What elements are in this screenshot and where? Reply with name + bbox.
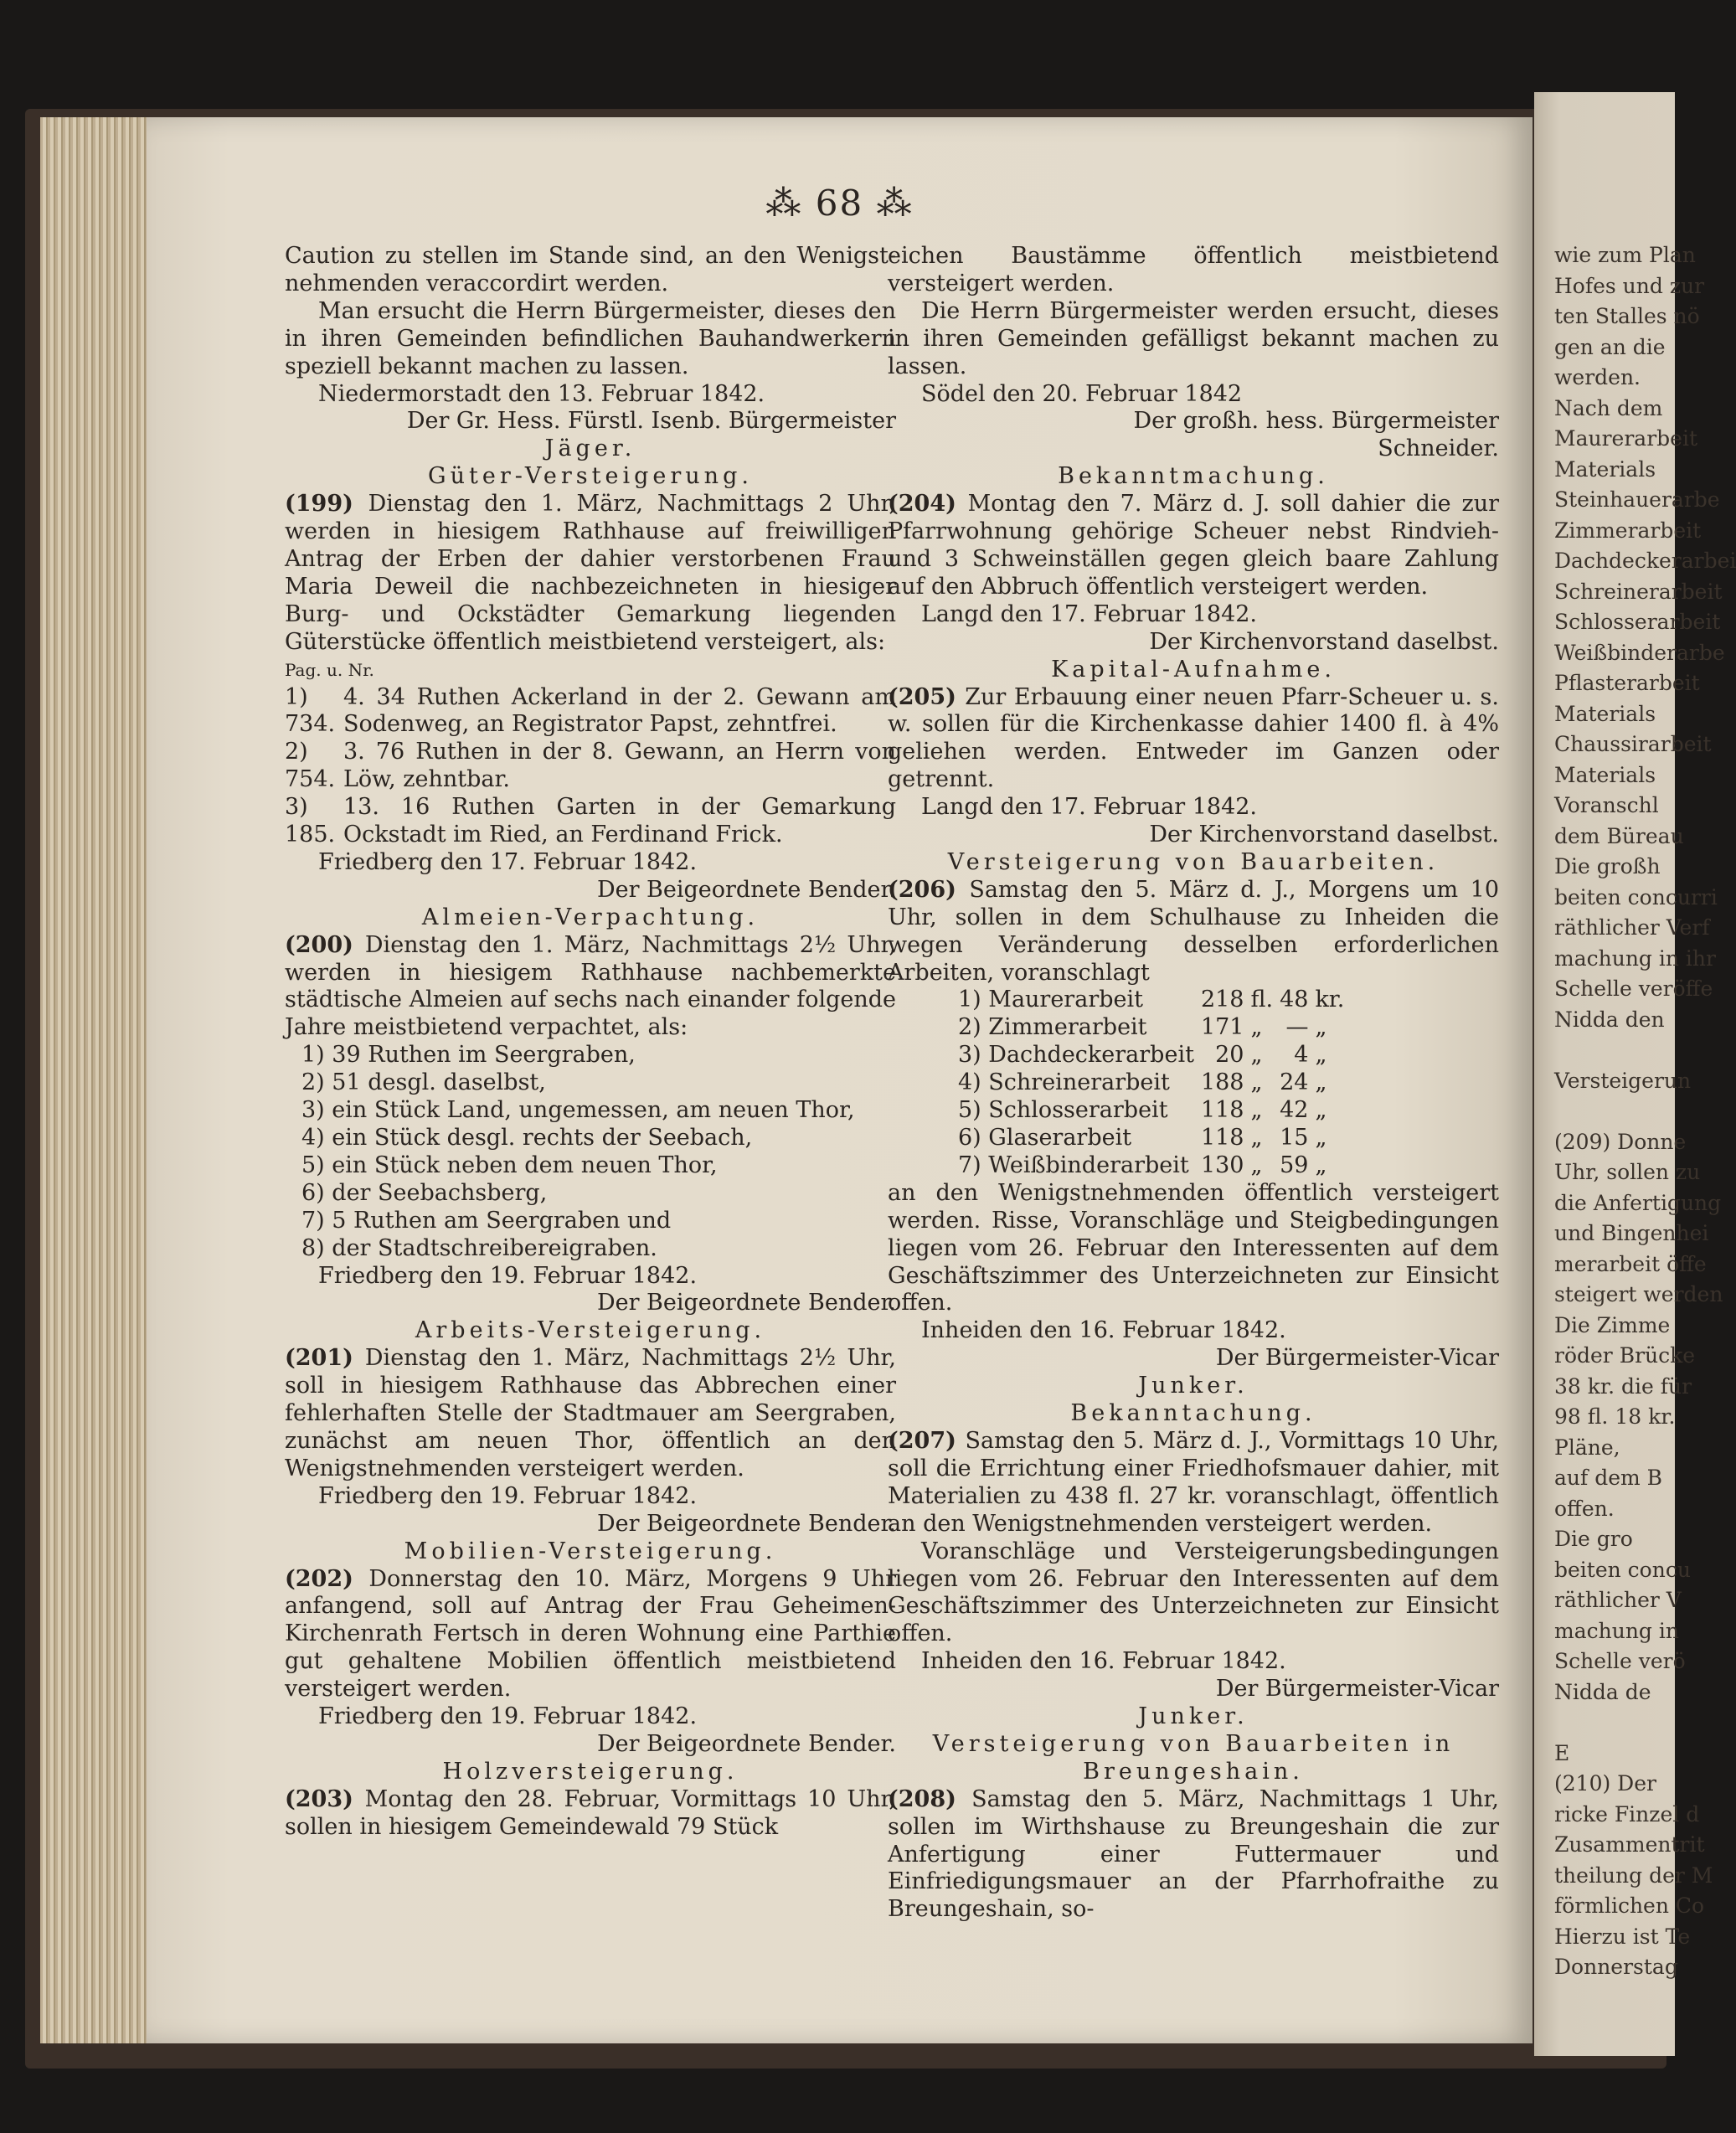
list-item — [285, 1125, 896, 1152]
table-cell-label: 4) Schreinerarbeit — [958, 1069, 1170, 1096]
signature — [285, 877, 896, 904]
facing-page-line: Die gro — [1554, 1527, 1633, 1551]
paragraph-text: Friedberg den 19. Februar 1842. — [318, 1482, 698, 1509]
table-cell-kr_unit: „ — [1315, 1097, 1327, 1124]
section-title — [888, 657, 1499, 684]
list-item — [285, 1069, 896, 1097]
paragraph-text: Der Beigeordnete Bender. — [596, 1510, 896, 1537]
page-edges — [40, 117, 149, 2043]
list-item — [285, 1097, 896, 1125]
column-caption — [285, 657, 896, 684]
facing-page-line: Nidda den — [1554, 1007, 1665, 1032]
paragraph-text: Jäger. — [544, 435, 636, 462]
list-item — [285, 794, 896, 849]
list-item — [285, 684, 896, 739]
signature — [285, 1290, 896, 1317]
right-column — [888, 243, 1499, 1924]
text-paragraph — [888, 684, 1499, 795]
paragraph-text: Dienstag den 1. März, Nachmittags 2 Uhr, werden in hiesigem Rathhause auf freiwilligen Antrag der Erben der dahier verstorbenen Frau Maria Deweil die nachbezeichneten in hiesiger Burg- und Ockstädter Gemarkung liegenden Güterstücke öffentlich meistbietend versteigert, als: — [285, 491, 897, 655]
facing-page-line: 98 fl. 18 kr. — [1554, 1404, 1676, 1429]
facing-page-line: E — [1554, 1740, 1570, 1765]
table-cell-fl_unit: „ — [1250, 1014, 1263, 1041]
facing-page-line: 38 kr. die für — [1554, 1373, 1692, 1399]
list-item — [285, 739, 896, 794]
table-cell-fl: 20 — [1215, 1042, 1244, 1069]
paragraph-text: Bekanntmachung. — [1058, 463, 1329, 490]
facing-page-fragment — [1534, 92, 1736, 2056]
entry-number: (200) — [285, 931, 365, 958]
table-cell-kr: 59 — [1280, 1152, 1309, 1178]
facing-page-line: beiten concu — [1554, 1557, 1691, 1582]
signature — [285, 1731, 896, 1759]
list-item — [285, 1042, 896, 1069]
table-cell-fl: 171 — [1200, 1014, 1244, 1041]
entry-number: (206) — [888, 876, 970, 903]
facing-page-line: Schelle veröffe — [1554, 976, 1713, 1001]
paragraph-text: Friedberg den 19. Februar 1842. — [318, 1262, 698, 1289]
list-item — [285, 1152, 896, 1180]
facing-page-line: machung in — [1554, 1618, 1679, 1643]
facing-page-line: Uhr, sollen zu — [1554, 1160, 1701, 1184]
item-number: 2) 754. — [285, 739, 336, 793]
paragraph-text: Caution zu stellen im Stande sind, an den Wenigst-nehmenden veraccordirt werden. — [285, 243, 896, 296]
paragraph-text: Niedermorstadt den 13. Februar 1842. — [318, 380, 765, 407]
paragraph-text: Der Beigeordnete Bender. — [596, 1290, 896, 1316]
section-title — [888, 463, 1499, 491]
paragraph-text: 8) der Stadtschreibereigraben. — [301, 1234, 657, 1261]
table-cell-label: 5) Schlosserarbeit — [958, 1097, 1168, 1124]
signature — [285, 1511, 896, 1538]
facing-page-line: werden. — [1554, 365, 1641, 389]
paragraph-text: Samstag den 5. März, Nachmittags 1 Uhr, sollen im Wirthshause zu Breungeshain die zur Anfertigung einer Futtermauer und Einfriedigungsmauer an der Pfarrhofraithe zu Breungeshain, so- — [888, 1785, 1499, 1923]
facing-page-line: Zimmerarbeit — [1554, 518, 1702, 543]
paragraph-text: 1) 39 Ruthen im Seergraben, — [301, 1042, 636, 1069]
text-paragraph — [888, 1786, 1499, 1924]
paragraph-text: Der Kirchenvorstand daselbst. — [1149, 628, 1499, 655]
table-cell-kr: 4 — [1294, 1042, 1309, 1069]
table-cell-fl_unit: „ — [1250, 1069, 1263, 1096]
facing-page-line: Materials — [1554, 762, 1656, 787]
signature — [285, 408, 896, 435]
table-cell-kr: 48 — [1280, 987, 1309, 1013]
place-date — [888, 1648, 1499, 1676]
paragraph-text: Donnerstag den 10. März, Morgens 9 Uhr anfangend, soll auf Antrag der Frau Geheimen-Kirchenrath Fertsch in deren Wohnung eine Parthie gut gehaltene Mobilien öffentlich meistbietend versteigert werden. — [285, 1565, 896, 1703]
facing-page-line: Maurerarbeit — [1554, 426, 1697, 451]
facing-page-line: Voranschl — [1554, 793, 1659, 817]
place-date — [285, 381, 896, 409]
text-paragraph — [888, 1180, 1499, 1318]
table-cell-fl_unit: „ — [1250, 1125, 1263, 1151]
facing-page-line: (209) Donne — [1554, 1129, 1687, 1154]
left-column — [285, 243, 896, 1842]
table-row — [955, 1014, 1347, 1042]
list-item — [285, 1180, 896, 1208]
place-date — [285, 1483, 896, 1511]
facing-page-line: förmlichen Co — [1554, 1893, 1705, 1918]
table-row — [955, 1125, 1347, 1152]
text-paragraph — [888, 491, 1499, 601]
facing-page-line: Pläne, — [1554, 1435, 1620, 1460]
entry-number: (199) — [285, 491, 368, 518]
signature-name — [285, 435, 896, 463]
text-paragraph — [888, 877, 1499, 987]
table-cell-fl: 118 — [1200, 1097, 1244, 1124]
paragraph-text: Dienstag den 1. März, Nachmittags 2½ Uhr, werden in hiesigem Rathhause nachbemerkte städtische Almeien auf sechs nach einander folgende Jahre meistbietend verpachtet, als: — [285, 931, 896, 1041]
place-date — [285, 1703, 896, 1731]
paragraph-text: Arbeits-Versteigerung. — [415, 1317, 766, 1344]
paragraph-text: Holzversteigerung. — [442, 1758, 739, 1785]
facing-page-line: Nidda de — [1554, 1679, 1651, 1704]
section-title — [285, 463, 896, 491]
text-paragraph — [888, 243, 1499, 298]
ornament-right-icon: ⁂ — [863, 183, 914, 224]
section-title — [285, 1538, 896, 1566]
signature-name — [888, 1373, 1499, 1400]
facing-page-line: steigert werden — [1554, 1282, 1723, 1306]
cost-table — [955, 987, 1347, 1179]
paragraph-text: eichen Baustämme öffentlich meistbietend versteigert werden. — [888, 243, 1499, 296]
table-cell-label: 7) Weißbinderarbeit — [958, 1152, 1189, 1178]
paragraph-text: Zur Erbauung einer neuen Pfarr-Scheuer u. s. w. sollen für die Kirchenkasse dahier 1400 fl. à 4% geliehen werden. Entweder im Ganzen oder getrennt. — [888, 683, 1499, 793]
facing-page-line: auf dem B — [1554, 1466, 1663, 1490]
table-cell-fl: 130 — [1200, 1152, 1244, 1178]
ornament-left-icon: ⁂ — [765, 183, 816, 224]
paragraph-text: Langd den 17. Februar 1842. — [921, 794, 1258, 821]
paragraph-text: 4) ein Stück desgl. rechts der Seebach, — [301, 1125, 753, 1151]
paragraph-text: an den Wenigstnehmenden öffentlich versteigert werden. Risse, Voranschläge und Steigbedingungen liegen vom 26. Februar den Interessenten auf dem Geschäftszimmer des Unterzeichneten zur Einsicht offen. — [888, 1179, 1499, 1316]
page-header — [147, 183, 1533, 224]
paragraph-text: Voranschläge und Versteigerungsbedingungen liegen vom 26. Februar den Interessenten auf dem Geschäftszimmer des Unterzeichneten zur Einsicht offen. — [888, 1538, 1499, 1647]
place-date — [285, 1263, 896, 1291]
entry-number: (203) — [285, 1785, 365, 1812]
paragraph-text: Man ersucht die Herrn Bürgermeister, dieses den in ihren Gemeinden befindlichen Bauhandwerkern speziell bekannt machen zu lassen. — [285, 297, 896, 379]
paragraph-text: Dienstag den 1. März, Nachmittags 2½ Uhr, soll in hiesigem Rathhause das Abbrechen einer fehlerhaften Stelle der Stadtmauer am Seergraben, zunächst am neuen Thor, öffentlich an den Wenigstnehmenden versteigert werden. — [285, 1345, 896, 1481]
place-date — [888, 381, 1499, 409]
entry-number: (202) — [285, 1565, 369, 1592]
table-cell-kr: 15 — [1280, 1125, 1309, 1151]
paragraph-text: Mobilien-Versteigerung. — [404, 1538, 777, 1564]
signature — [888, 1345, 1499, 1373]
table-cell-fl_unit: „ — [1250, 1152, 1263, 1178]
signature — [888, 408, 1499, 435]
table-cell-fl_unit: fl. — [1250, 987, 1274, 1013]
facing-page-line: beiten concurri — [1554, 884, 1718, 909]
paragraph-text: Montag den 28. Februar, Vormittags 10 Uhr, sollen in hiesigem Gemeindewald 79 Stück — [285, 1785, 896, 1840]
paragraph-text: Die Herrn Bürgermeister werden ersucht, dieses in ihren Gemeinden gefälligst bekannt machen zu lassen. — [888, 297, 1499, 379]
facing-page-line: Schelle verö — [1554, 1649, 1686, 1673]
facing-page-line: Dachdeckerarbei — [1554, 549, 1736, 573]
paragraph-text: Der großh. hess. Bürgermeister — [1133, 408, 1499, 435]
paragraph-text: Pag. u. Nr. — [285, 659, 374, 680]
signature — [888, 1676, 1499, 1703]
list-item — [285, 1235, 896, 1263]
signature — [888, 629, 1499, 657]
facing-page-line: Materials — [1554, 456, 1656, 482]
list-item — [285, 1208, 896, 1235]
signature — [888, 435, 1499, 463]
paragraph-text: 6) der Seebachsberg, — [301, 1179, 548, 1206]
table-row — [955, 1069, 1347, 1097]
paragraph-text: Der Bürgermeister-Vicar — [1215, 1676, 1499, 1703]
table-row — [955, 1042, 1347, 1069]
table-cell-label: 3) Dachdeckerarbeit — [958, 1042, 1194, 1069]
section-title — [888, 1400, 1499, 1428]
text-paragraph — [285, 932, 896, 1043]
text-paragraph — [285, 298, 896, 381]
facing-page-line: Steinhauerarbe — [1554, 487, 1720, 512]
facing-page-line: gen an die — [1554, 334, 1666, 359]
item-number: 1) 734. — [285, 683, 336, 738]
section-title — [285, 1317, 896, 1345]
table-cell-fl: 218 — [1200, 987, 1244, 1013]
paragraph-text: Der Beigeordnete Bender. — [596, 1730, 896, 1757]
facing-page-line: röder Brücke — [1554, 1343, 1696, 1368]
paragraph-text: Inheiden den 16. Februar 1842. — [921, 1648, 1286, 1675]
entry-number: (204) — [888, 491, 968, 518]
entry-number: (207) — [888, 1427, 966, 1454]
paragraph-text: Friedberg den 19. Februar 1842. — [318, 1703, 698, 1730]
paragraph-text: Der Beigeordnete Bender. — [596, 876, 896, 903]
text-paragraph — [285, 243, 896, 298]
paragraph-text: Schneider. — [1378, 435, 1499, 462]
paragraph-text: Junker. — [1138, 1373, 1249, 1399]
table-cell-kr_unit: „ — [1315, 1125, 1327, 1151]
table-cell-fl_unit: „ — [1250, 1097, 1263, 1124]
facing-page-line: und Bingenhei — [1554, 1221, 1709, 1245]
facing-page-line: die Anfertigung — [1554, 1190, 1722, 1215]
item-text: 3. 76 Ruthen in der 8. Gewann, an Herrn von Löw, zehntbar. — [343, 739, 896, 793]
table-cell-kr: 24 — [1280, 1069, 1309, 1096]
table-cell-label: 1) Maurerarbeit — [958, 987, 1143, 1013]
facing-page-line: theilung der M — [1554, 1863, 1713, 1888]
paragraph-text: Samstag den 5. März d. J., Vormittags 10 Uhr, soll die Errichtung einer Friedhofsmauer dahier, mit Materialien zu 438 fl. 27 kr. voranschlagt, öffentlich an den Wenigstnehmenden versteigert werden. — [888, 1427, 1500, 1537]
paragraph-text: Der Gr. Hess. Fürstl. Isenb. Bürgermeister — [406, 408, 896, 435]
facing-page-line: räthlicher Verf — [1554, 915, 1710, 940]
paragraph-text: Montag den 7. März d. J. soll dahier die zur Pfarrwohnung gehörige Scheuer nebst Rindvieh- und 3 Schweinställen gegen gleich baare Zahlung auf den Abbruch öffentlich versteigert werden. — [888, 491, 1499, 600]
facing-page-line: Materials — [1554, 701, 1656, 726]
table-cell-kr: 42 — [1280, 1097, 1309, 1124]
facing-page-line: Versteigerun — [1554, 1068, 1692, 1093]
section-title — [888, 1731, 1499, 1786]
text-paragraph — [285, 1786, 896, 1842]
facing-page-line: wie zum Plan — [1554, 243, 1696, 267]
table-cell-fl: 188 — [1200, 1069, 1244, 1096]
facing-page-line: Zusammentrit — [1554, 1832, 1705, 1857]
book-page — [147, 117, 1533, 2043]
paragraph-text: Bekanntachung. — [1070, 1400, 1316, 1427]
paragraph-text: Södel den 20. Februar 1842 — [921, 380, 1243, 407]
facing-page-line: Chaussirarbeit — [1554, 732, 1712, 756]
place-date — [285, 849, 896, 877]
facing-page-line: Schlosserarbeit — [1554, 610, 1721, 634]
text-paragraph — [888, 1538, 1499, 1649]
facing-page-line: Pflasterarbeit — [1554, 671, 1700, 695]
paragraph-text: Der Kirchenvorstand daselbst. — [1149, 822, 1499, 848]
paragraph-text: Inheiden den 16. Februar 1842. — [921, 1317, 1286, 1344]
facing-page-line: Donnerstag — [1554, 1955, 1678, 1979]
table-cell-kr_unit: „ — [1315, 1152, 1327, 1178]
table-row — [955, 987, 1347, 1014]
place-date — [888, 1317, 1499, 1345]
facing-page-line: räthlicher V — [1554, 1588, 1682, 1612]
item-text: 13. 16 Ruthen Garten in der Gemarkung Ockstadt im Ried, an Ferdinand Frick. — [343, 794, 896, 848]
place-date — [888, 601, 1499, 629]
paragraph-text: 7) 5 Ruthen am Seergraben und — [301, 1207, 672, 1234]
facing-page-line: Weißbinderarbe — [1554, 640, 1725, 665]
facing-page-line: Die Zimme — [1554, 1312, 1671, 1337]
facing-page-line: Schreinerarbeit — [1554, 579, 1723, 604]
table-row — [955, 1097, 1347, 1125]
paragraph-text: Almeien-Verpachtung. — [421, 904, 760, 930]
paragraph-text: Güter-Versteigerung. — [428, 463, 753, 490]
facing-page-line: Hofes und zur — [1554, 273, 1705, 298]
facing-page-line: machung in ihr — [1554, 945, 1716, 971]
table-cell-kr_unit: „ — [1315, 1042, 1327, 1069]
facing-page-line: (210) Der — [1554, 1771, 1656, 1796]
facing-page-line: ricke Finzel d — [1554, 1801, 1700, 1826]
text-paragraph — [888, 298, 1499, 381]
section-title — [285, 1759, 896, 1786]
table-cell-fl: 118 — [1200, 1125, 1244, 1151]
paragraph-text: 5) ein Stück neben dem neuen Thor, — [301, 1152, 718, 1178]
entry-number: (208) — [888, 1785, 972, 1812]
item-text: 4. 34 Ruthen Ackerland in der 2. Gewann am Sodenweg, an Registrator Papst, zehntfrei. — [343, 683, 896, 738]
facing-page-line: dem Büreau — [1554, 823, 1684, 848]
paragraph-text: Kapital-Aufnahme. — [1051, 656, 1336, 683]
text-paragraph — [888, 1428, 1499, 1538]
signature — [888, 822, 1499, 849]
text-paragraph — [285, 1566, 896, 1704]
page-number: 68 — [815, 183, 864, 224]
facing-page-line: ten Stalles nö — [1554, 304, 1700, 328]
entry-number: (205) — [888, 683, 966, 710]
paragraph-text: Junker. — [1138, 1703, 1249, 1730]
facing-page-line: merarbeit öffe — [1554, 1251, 1707, 1276]
item-number: 3) 185. — [285, 794, 336, 848]
paragraph-text: Versteigerung von Bauarbeiten. — [947, 848, 1440, 875]
facing-page-line: Nach dem — [1554, 395, 1663, 420]
table-cell-kr_unit: „ — [1315, 1014, 1327, 1041]
entry-number: (201) — [285, 1345, 365, 1372]
facing-page-line: offen. — [1554, 1496, 1615, 1521]
place-date — [888, 794, 1499, 822]
table-cell-kr_unit: kr. — [1315, 987, 1345, 1013]
section-title — [285, 904, 896, 932]
table-row — [955, 1152, 1347, 1180]
paragraph-text: Friedberg den 17. Februar 1842. — [318, 848, 698, 875]
paragraph-text: Versteigerung von Bauarbeiten in Breungeshain. — [932, 1730, 1455, 1785]
table-cell-fl_unit: „ — [1250, 1042, 1263, 1069]
paragraph-text: Langd den 17. Februar 1842. — [921, 600, 1258, 627]
table-cell-label: 2) Zimmerarbeit — [958, 1014, 1147, 1041]
paragraph-text: 3) ein Stück Land, ungemessen, am neuen Thor, — [301, 1097, 855, 1124]
facing-page-line: Die großh — [1554, 854, 1661, 878]
facing-page-line: Hierzu ist Te — [1554, 1924, 1691, 1949]
text-paragraph — [285, 491, 896, 656]
paragraph-text: Der Bürgermeister-Vicar — [1215, 1345, 1499, 1372]
table-cell-kr: — — [1285, 1014, 1309, 1041]
table-cell-label: 6) Glaserarbeit — [958, 1125, 1132, 1151]
paragraph-text: Samstag den 5. März d. J., Morgens um 10 Uhr, sollen in dem Schulhause zu Inheiden die wegen Veränderung desselben erforderlichen Arbeiten, voranschlagt — [888, 876, 1500, 986]
text-paragraph — [285, 1345, 896, 1483]
signature-name — [888, 1703, 1499, 1731]
section-title — [888, 849, 1499, 877]
table-cell-kr_unit: „ — [1315, 1069, 1327, 1096]
paragraph-text: 2) 51 desgl. daselbst, — [301, 1069, 546, 1096]
